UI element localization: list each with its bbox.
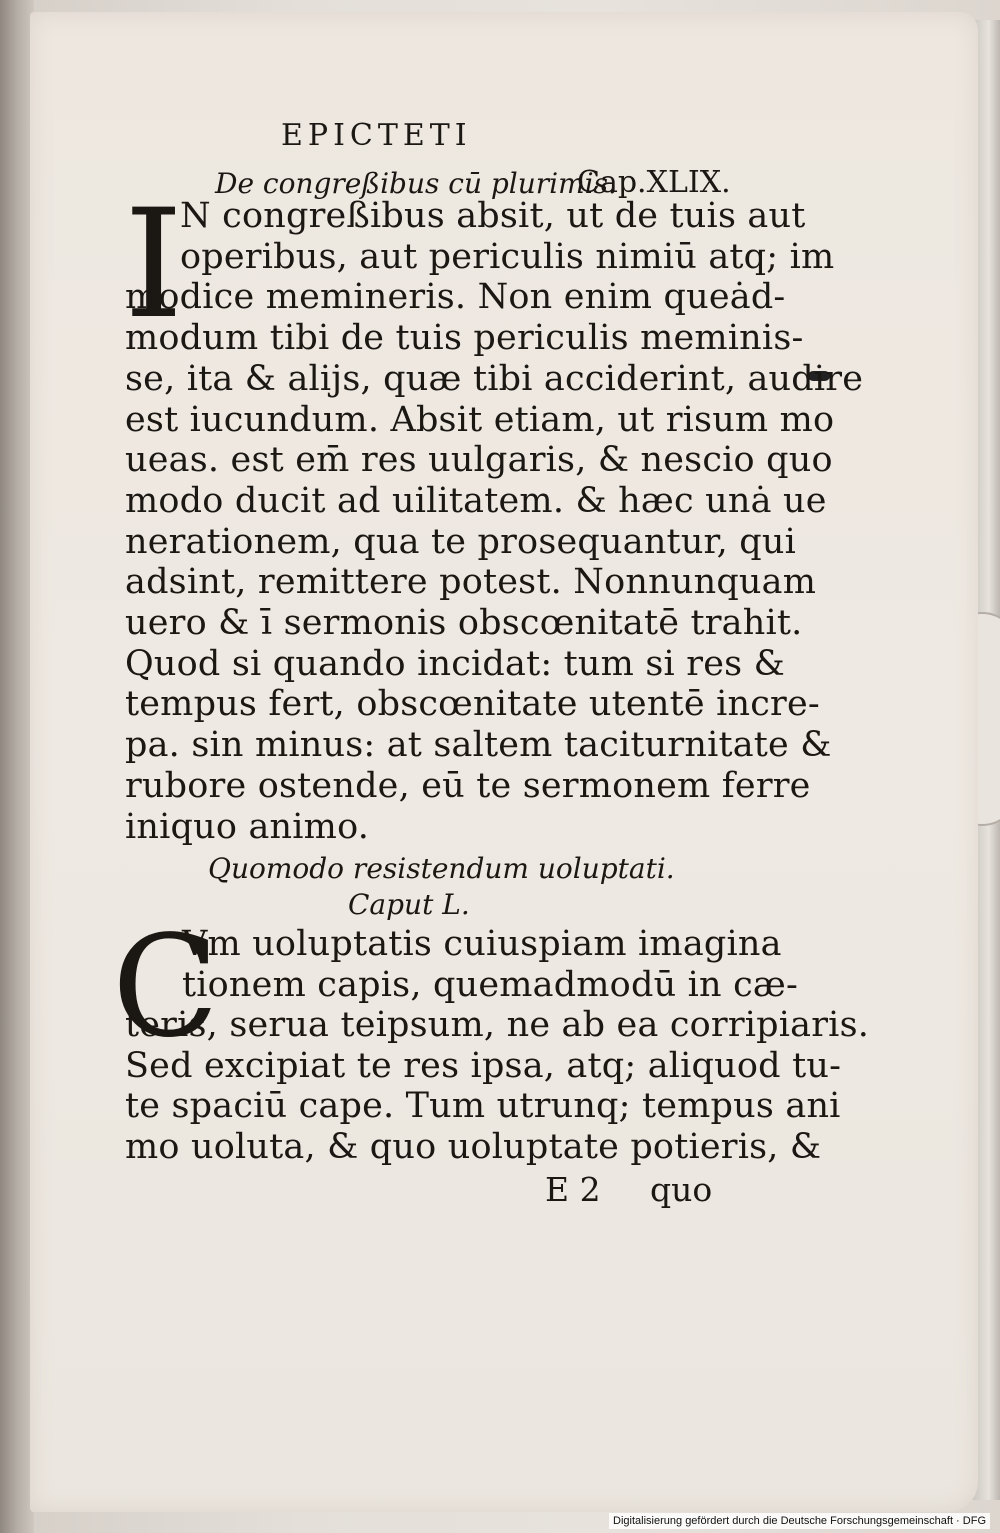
- text-line: Sed excipiat te res ipsa, atq; aliquod tu-: [125, 1045, 842, 1086]
- text-line: est iucundum. Absit etiam, ut risum mo: [125, 399, 835, 440]
- text-line: modice memineris. Non enim queȧd-: [125, 277, 786, 318]
- digitization-credit: Digitalisierung gefördert durch die Deutsche Forschungsgemeinschaft · DFG: [609, 1513, 990, 1529]
- facing-page-edge: [0, 0, 34, 1533]
- text-line: teris, serua teipsum, ne ab ea corripiaris.: [125, 1005, 870, 1045]
- text-line: operibus, aut periculis nimiū atq; im: [180, 236, 835, 277]
- chapter-50-number: Caput L.: [348, 888, 470, 921]
- text-line: pa. sin minus: at saltem taciturnitate &: [125, 725, 832, 766]
- text-line: adsint, remittere potest. Nonnunquam: [125, 562, 817, 603]
- text-line: Quod si quando incidat: tum si res &: [125, 643, 785, 684]
- text-line: se, ita & alijs, quæ tibi acciderint, audire: [125, 358, 864, 399]
- text-line: modum tibi de tuis periculis meminis-: [125, 318, 804, 359]
- chapter-49-title: De congreßibus cū plurimis.: [215, 167, 617, 200]
- text-line: nerationem, qua te prosequantur, qui: [125, 521, 797, 562]
- signature-mark: E 2: [545, 1170, 601, 1209]
- text-line: ueas. est em̄ res uulgaris, & nescio quo: [125, 440, 833, 481]
- chapter-50-title: Quomodo resistendum uoluptati.: [208, 852, 675, 885]
- text-line: uero & ī sermonis obscœnitatē trahit.: [125, 603, 803, 643]
- text-line: iniquo animo.: [125, 806, 370, 847]
- chapter-49-number: Cap.XLIX.: [577, 165, 731, 200]
- catchword: quo: [650, 1170, 713, 1209]
- text-line: rubore ostende, eū te sermonem ferre: [125, 765, 811, 806]
- text-line: tionem capis, quemadmodū in cæ-: [182, 964, 799, 1005]
- text-line: mo uoluta, & quo uoluptate potieris, &: [125, 1126, 822, 1167]
- text-line: tempus fert, obscœnitate utentē incre-: [125, 684, 820, 725]
- text-line: modo ducit ad uilitatem. & hæc unȧ ue: [125, 480, 827, 521]
- chapter-49-dropcap: I: [124, 178, 184, 352]
- running-head: EPICTETI: [281, 118, 472, 153]
- text-line: N congreßibus absit, ut de tuis aut: [180, 196, 806, 236]
- chapter-50-dropcap: C: [112, 906, 220, 1069]
- text-line: te spaciū cape. Tum utrunq; tempus ani: [125, 1086, 841, 1126]
- text-line: Vm uoluptatis cuiuspiam imagina: [182, 924, 782, 964]
